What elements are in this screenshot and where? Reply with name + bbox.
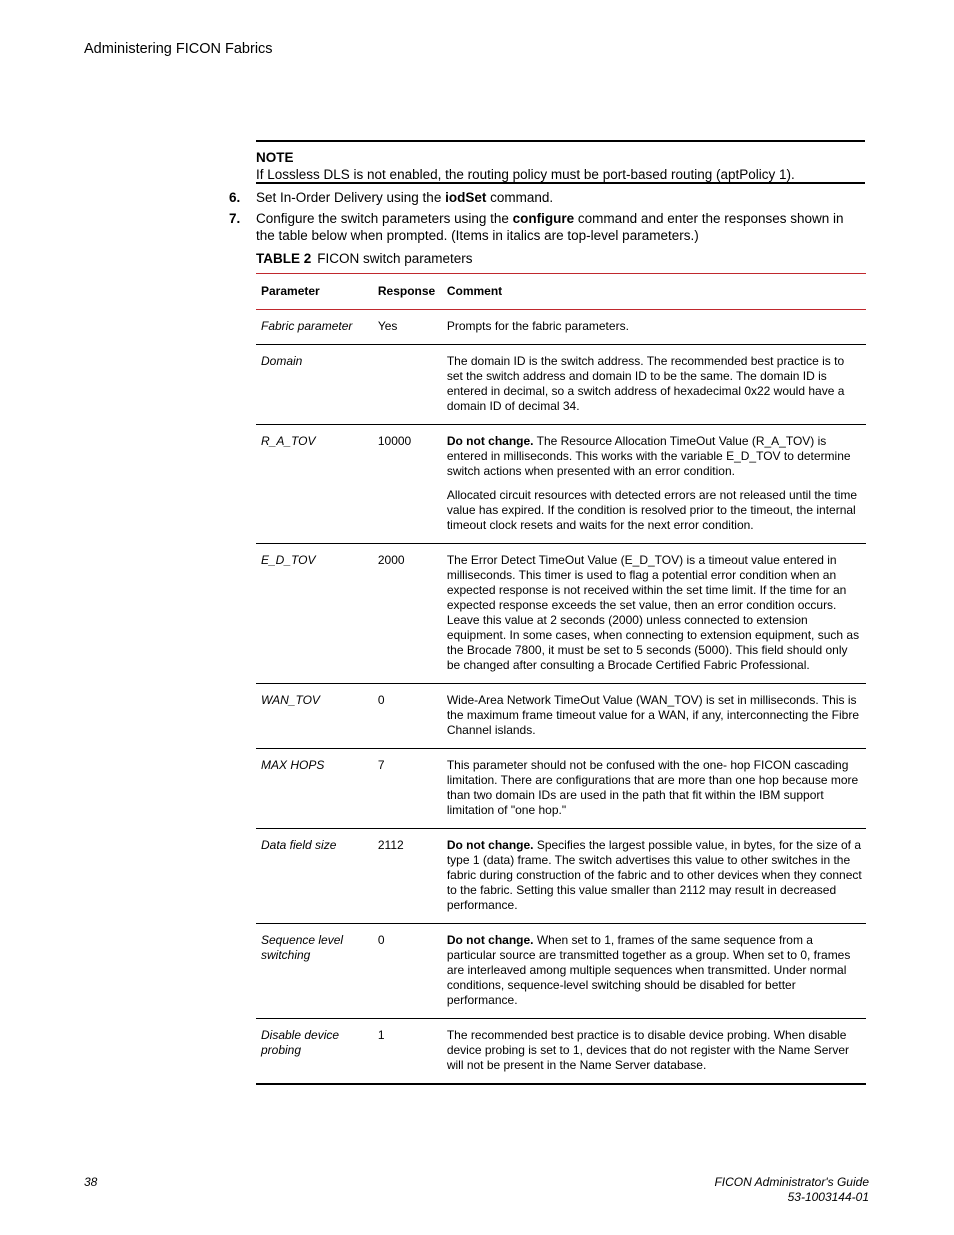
footer-doc-info	[714, 1175, 869, 1205]
parameter-cell: Sequence level switching	[256, 924, 373, 1019]
comment-cell	[442, 749, 866, 829]
comment-cell	[442, 425, 866, 544]
table-row	[256, 749, 866, 829]
comment-cell	[442, 684, 866, 749]
response-cell: 1	[373, 1019, 442, 1085]
response-cell	[373, 345, 442, 425]
table-row	[256, 684, 866, 749]
response-cell: 7	[373, 749, 442, 829]
response-cell: 2000	[373, 544, 442, 684]
response-cell: 2112	[373, 829, 442, 924]
response-cell: 0	[373, 684, 442, 749]
comment-text: Prompts for the fabric parameters.	[446, 319, 629, 333]
parameter-cell: E_D_TOV	[256, 544, 373, 684]
command-name: configure	[512, 211, 575, 226]
note-text: If Lossless DLS is not enabled, the routing policy must be port-based routing (aptPolicy 1).	[256, 167, 795, 182]
table-header-row	[256, 274, 866, 310]
do-not-change-warning: Do not change.	[446, 434, 534, 448]
response-cell: Yes	[373, 310, 442, 345]
comment-text: This parameter should not be confused with the one- hop FICON cascading limitation. There are configurations that are more than one hop because more than two domain IDs are used in the path that fit within the IBM support limitation of "one hop."	[446, 758, 859, 817]
comment-cell	[442, 924, 866, 1019]
parameter-cell: Domain	[256, 345, 373, 425]
comment-text: Do not change. Specifies the largest possible value, in bytes, for the size of a type 1 (data) frame. The switch advertises this value to other switches in the fabric during construction of the fabric and to other devices when they connect to the fabric. Setting this value smaller than 2112 may result in decreased performance.	[446, 838, 862, 912]
table-row	[256, 544, 866, 684]
table-row	[256, 924, 866, 1019]
table-caption-label: TABLE 2	[256, 251, 312, 266]
comment-cell	[442, 544, 866, 684]
step-number: 6.	[229, 190, 241, 205]
do-not-change-warning: Do not change.	[446, 933, 534, 947]
response-cell: 10000	[373, 425, 442, 544]
table-caption	[256, 251, 473, 266]
column-header-parameter: Parameter	[256, 274, 373, 310]
column-header-response: Response	[373, 274, 442, 310]
step-number: 7.	[229, 211, 241, 226]
comment-text: The domain ID is the switch address. The recommended best practice is to set the switch address and domain ID to be the same. The domain ID is entered in decimal, so a switch address of hexadecimal 0x22 would have a domain ID of decimal 34.	[446, 354, 845, 413]
column-header-comment: Comment	[442, 274, 866, 310]
comment-cell	[442, 1019, 866, 1085]
comment-text: Wide-Area Network TimeOut Value (WAN_TOV) is set in milliseconds. This is the maximum frame timeout value for a WAN, if any, interconnecting the Fibre Channel islands.	[446, 693, 859, 737]
comment-cell	[442, 829, 866, 924]
comment-text-continued: Allocated circuit resources with detected errors are not released until the time value has expired. If the condition is resolved prior to the timeout, the internal timeout clock resets and waits for the next error condition.	[446, 488, 858, 532]
table-row	[256, 345, 866, 425]
table-row	[256, 1019, 866, 1085]
command-name: iodSet	[445, 190, 487, 205]
step-text: Configure the switch parameters using the configure command and enter the responses shown in the table below when prompted. (Items in italics are top-level parameters.)	[256, 211, 844, 243]
parameter-cell: Fabric parameter	[256, 310, 373, 345]
doc-title: FICON Administrator's Guide	[714, 1175, 869, 1189]
note-title: NOTE	[256, 150, 294, 165]
step-text: Set In-Order Delivery using the iodSet command.	[256, 190, 554, 205]
table-row	[256, 829, 866, 924]
response-cell: 0	[373, 924, 442, 1019]
table-caption-text: FICON switch parameters	[317, 251, 473, 266]
table-row	[256, 310, 866, 345]
comment-cell	[442, 310, 866, 345]
parameter-cell: WAN_TOV	[256, 684, 373, 749]
ficon-parameters-table	[256, 273, 866, 1085]
comment-text: The Error Detect TimeOut Value (E_D_TOV) is a timeout value entered in milliseconds. This timer is used to flag a potential error condition when an expected response is not received within the set time limit. If the time for an expected response exceeds the set value, then an error condition occurs. Leave this value at 2 seconds (2000) unless connected to extension equipment. In some cases, when connecting to extension equipment, such as the Brocade 7800, it must be set to 5 seconds (5000). This field should only be changed after consulting a Brocade Certified Fabric Professional.	[446, 553, 860, 672]
comment-text: Do not change. When set to 1, frames of the same sequence from a particular source are transmitted together as a group. When set to 0, frames are interleaved among multiple sequences when transmitted. Under normal conditions, sequence-level switching should be disabled for better performance.	[446, 933, 851, 1007]
parameter-cell: R_A_TOV	[256, 425, 373, 544]
note-box	[256, 140, 865, 184]
table-row	[256, 425, 866, 544]
page-number: 38	[84, 1175, 98, 1189]
parameter-cell: MAX HOPS	[256, 749, 373, 829]
do-not-change-warning: Do not change.	[446, 838, 534, 852]
doc-number: 53-1003144-01	[787, 1190, 869, 1204]
comment-cell	[442, 345, 866, 425]
comment-text: Do not change. The Resource Allocation TimeOut Value (R_A_TOV) is entered in milliseconds. This works with the variable E_D_TOV to determine switch actions when presented with an error condition.	[446, 434, 851, 478]
parameter-cell: Data field size	[256, 829, 373, 924]
parameter-cell: Disable device probing	[256, 1019, 373, 1085]
comment-text: The recommended best practice is to disable device probing. When disable device probing is set to 1, devices that do not register with the Name Server will not be present in the Name Server database.	[446, 1028, 850, 1072]
running-head: Administering FICON Fabrics	[84, 41, 273, 57]
